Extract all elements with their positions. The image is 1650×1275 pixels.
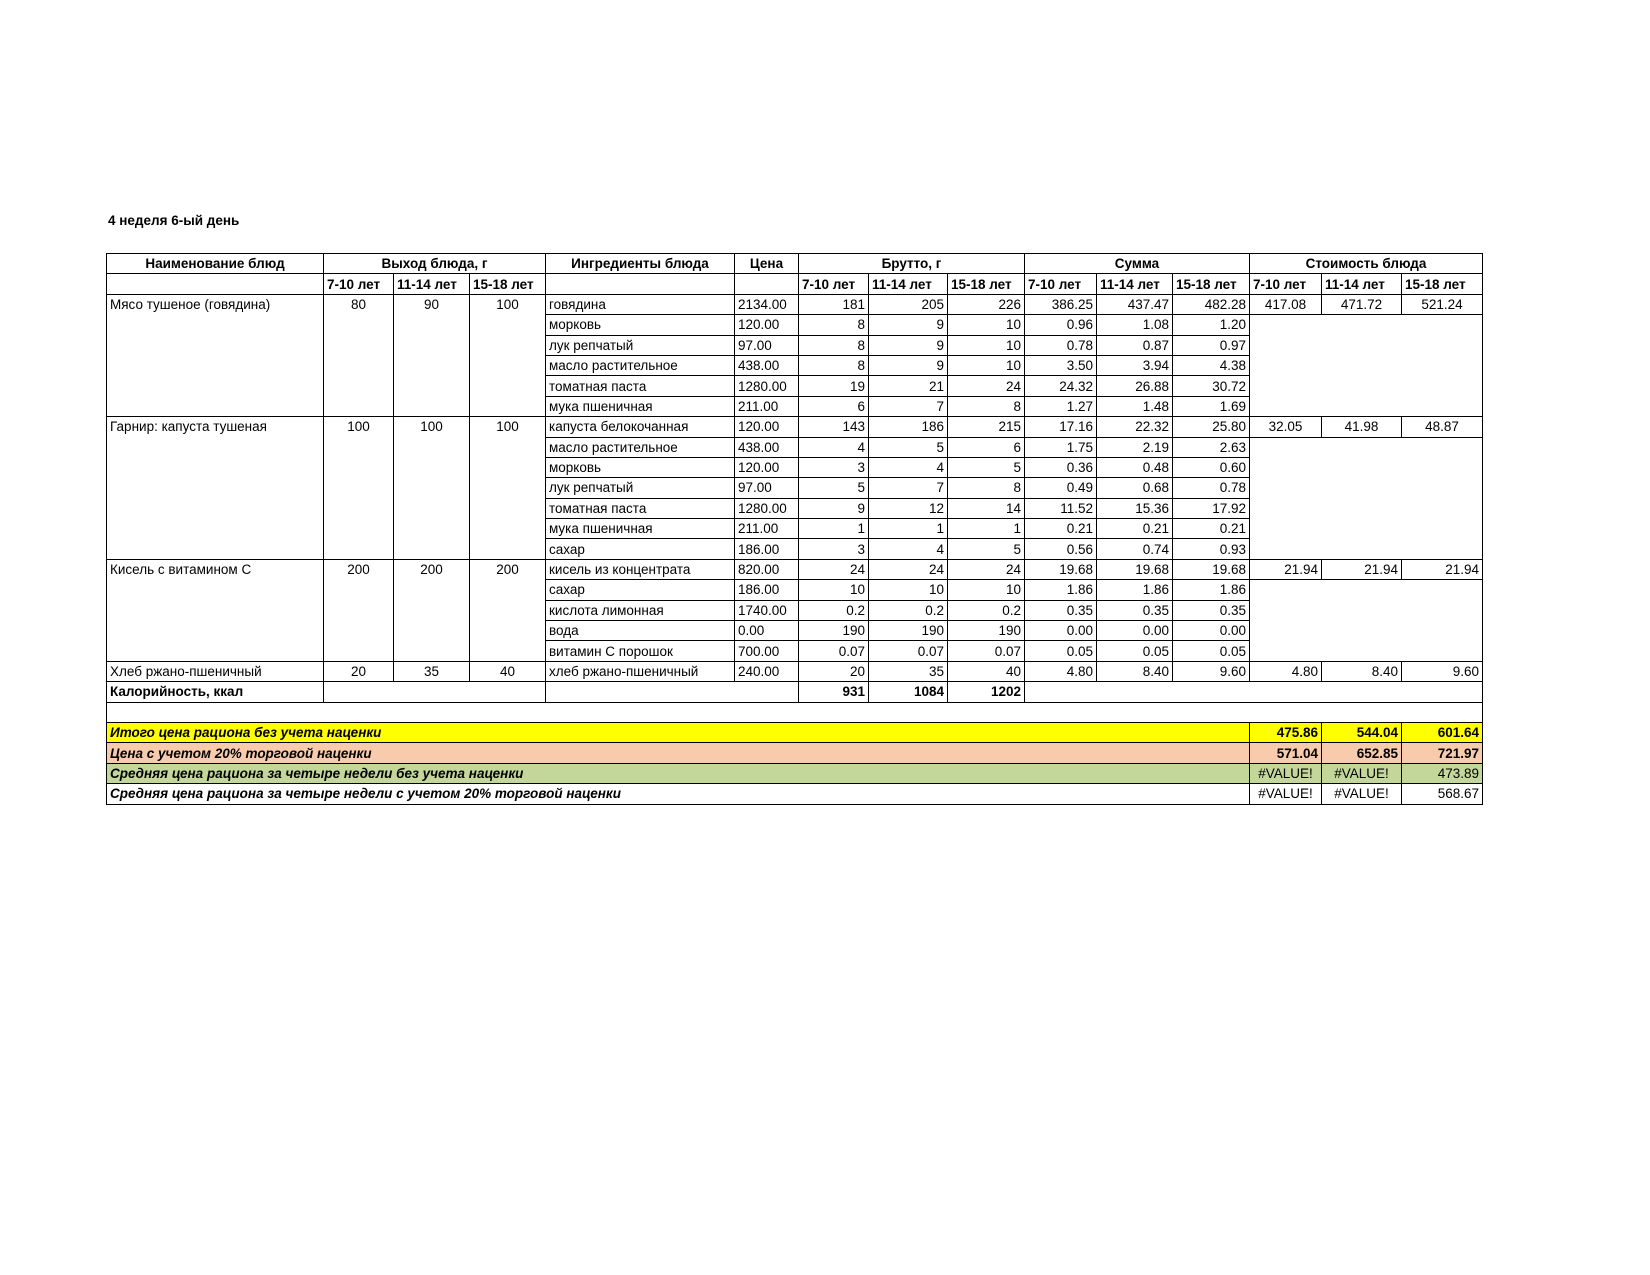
ingredient-sum: 0.35 (1097, 600, 1173, 620)
header-gross: Брутто, г (799, 254, 1025, 274)
summary-value: 568.67 (1402, 784, 1483, 804)
dish-yield: 100 (470, 417, 546, 560)
ingredient-gross: 0.2 (948, 600, 1025, 620)
ingredient-sum: 0.36 (1025, 457, 1097, 477)
dish-cost: 8.40 (1322, 661, 1402, 681)
ingredient-name: сахар (546, 539, 735, 559)
dish-cost: 4.80 (1250, 661, 1322, 681)
dish-yield: 200 (470, 559, 546, 661)
ingredient-price: 1280.00 (735, 376, 799, 396)
ingredient-gross: 24 (869, 559, 948, 579)
ingredient-sum: 17.92 (1173, 498, 1250, 518)
ingredient-gross: 181 (799, 294, 869, 314)
ingredient-gross: 5 (799, 478, 869, 498)
ingredient-price: 211.00 (735, 519, 799, 539)
ingredient-gross: 0.07 (869, 641, 948, 661)
ingredient-name: мука пшеничная (546, 519, 735, 539)
ingredient-sum: 15.36 (1097, 498, 1173, 518)
dish-yield: 200 (394, 559, 470, 661)
summary-body (107, 722, 1483, 804)
dish-cost-blank (1250, 580, 1483, 662)
header-dish: Наименование блюд (107, 254, 324, 274)
ingredient-price: 97.00 (735, 478, 799, 498)
dish-yield: 80 (324, 294, 394, 416)
table-row (107, 661, 1483, 681)
summary-value: #VALUE! (1250, 784, 1322, 804)
ingredient-sum: 2.19 (1097, 437, 1173, 457)
ingredient-name: масло растительное (546, 355, 735, 375)
summary-value: 571.04 (1250, 743, 1322, 763)
sheet-title: 4 неделя 6-ый день (108, 213, 240, 228)
age-header: 7-10 лет (1025, 274, 1097, 294)
header-blank (735, 274, 799, 294)
ingredient-price: 97.00 (735, 335, 799, 355)
header-price: Цена (735, 254, 799, 274)
ingredient-gross: 5 (869, 437, 948, 457)
ingredient-gross: 9 (869, 335, 948, 355)
ingredient-price: 0.00 (735, 621, 799, 641)
ingredient-gross: 12 (869, 498, 948, 518)
ingredient-gross: 6 (799, 396, 869, 416)
ingredient-price: 700.00 (735, 641, 799, 661)
ingredient-sum: 25.80 (1173, 417, 1250, 437)
ingredient-price: 2134.00 (735, 294, 799, 314)
ingredient-gross: 190 (799, 621, 869, 641)
dish-cost: 48.87 (1402, 417, 1483, 437)
dish-cost: 417.08 (1250, 294, 1322, 314)
ingredient-sum: 0.78 (1173, 478, 1250, 498)
ingredient-sum: 0.21 (1025, 519, 1097, 539)
summary-row (107, 784, 1483, 804)
ingredient-name: капуста белокочанная (546, 417, 735, 437)
ingredient-gross: 40 (948, 661, 1025, 681)
ingredient-gross: 0.07 (799, 641, 869, 661)
ingredient-price: 120.00 (735, 315, 799, 335)
header-blank (546, 274, 735, 294)
dish-name: Мясо тушеное (говядина) (107, 294, 324, 416)
ingredient-gross: 226 (948, 294, 1025, 314)
ingredient-gross: 6 (948, 437, 1025, 457)
summary-value: 601.64 (1402, 722, 1483, 742)
ingredient-gross: 19 (799, 376, 869, 396)
table-row (107, 294, 1483, 314)
ingredient-sum: 22.32 (1097, 417, 1173, 437)
calories-value: 931 (799, 682, 869, 702)
dish-name: Гарнир: капуста тушеная (107, 417, 324, 560)
summary-label: Средняя цена рациона за четыре недели с учетом 20% торговой наценки (107, 784, 1250, 804)
age-header: 15-18 лет (948, 274, 1025, 294)
ration-table (106, 253, 1483, 805)
ingredient-sum: 482.28 (1173, 294, 1250, 314)
header-yield: Выход блюда, г (324, 254, 546, 274)
ingredient-gross: 215 (948, 417, 1025, 437)
ingredient-sum: 30.72 (1173, 376, 1250, 396)
ingredient-gross: 10 (799, 580, 869, 600)
calories-blank (1025, 682, 1483, 702)
ingredient-name: томатная паста (546, 376, 735, 396)
ingredient-gross: 190 (948, 621, 1025, 641)
dish-yield: 100 (470, 294, 546, 416)
age-header: 11-14 лет (1097, 274, 1173, 294)
ingredient-sum: 1.20 (1173, 315, 1250, 335)
ingredient-gross: 0.2 (799, 600, 869, 620)
ingredient-name: кислота лимонная (546, 600, 735, 620)
ingredient-gross: 35 (869, 661, 948, 681)
summary-value: 652.85 (1322, 743, 1402, 763)
dish-yield: 35 (394, 661, 470, 681)
ingredient-gross: 5 (948, 457, 1025, 477)
ingredient-sum: 0.68 (1097, 478, 1173, 498)
ingredient-sum: 8.40 (1097, 661, 1173, 681)
ingredient-name: лук репчатый (546, 335, 735, 355)
ingredient-sum: 24.32 (1025, 376, 1097, 396)
ingredient-name: масло растительное (546, 437, 735, 457)
age-header: 11-14 лет (869, 274, 948, 294)
ingredient-sum: 0.00 (1173, 621, 1250, 641)
header-ingredients: Ингредиенты блюда (546, 254, 735, 274)
ingredient-gross: 3 (799, 457, 869, 477)
ingredient-sum: 0.93 (1173, 539, 1250, 559)
dish-cost: 41.98 (1322, 417, 1402, 437)
ingredient-name: лук репчатый (546, 478, 735, 498)
ingredient-sum: 4.80 (1025, 661, 1097, 681)
summary-row (107, 763, 1483, 783)
ingredient-price: 211.00 (735, 396, 799, 416)
ingredient-gross: 5 (948, 539, 1025, 559)
spacer-cell (107, 702, 1483, 722)
calories-blank (546, 682, 799, 702)
header-blank (107, 274, 324, 294)
ingredient-gross: 1 (799, 519, 869, 539)
dish-yield: 100 (394, 417, 470, 560)
ingredient-gross: 1 (869, 519, 948, 539)
ingredient-sum: 1.48 (1097, 396, 1173, 416)
header-row-2 (107, 274, 1483, 294)
dish-yield: 20 (324, 661, 394, 681)
dish-name: Хлеб ржано-пшеничный (107, 661, 324, 681)
ingredient-gross: 9 (869, 315, 948, 335)
ingredient-sum: 1.27 (1025, 396, 1097, 416)
ingredient-gross: 10 (948, 355, 1025, 375)
ingredient-name: хлеб ржано-пшеничный (546, 661, 735, 681)
ingredient-sum: 0.00 (1097, 621, 1173, 641)
ingredient-sum: 0.97 (1173, 335, 1250, 355)
ingredient-gross: 8 (948, 396, 1025, 416)
ingredient-price: 240.00 (735, 661, 799, 681)
ingredient-sum: 19.68 (1097, 559, 1173, 579)
ingredient-price: 438.00 (735, 437, 799, 457)
dish-cost-blank (1250, 315, 1483, 417)
summary-row (107, 743, 1483, 763)
ingredient-gross: 9 (799, 498, 869, 518)
ingredient-gross: 190 (869, 621, 948, 641)
ingredient-sum: 1.75 (1025, 437, 1097, 457)
dish-cost: 521.24 (1402, 294, 1483, 314)
ingredient-gross: 10 (869, 580, 948, 600)
ingredient-name: вода (546, 621, 735, 641)
ingredient-price: 120.00 (735, 457, 799, 477)
ingredient-sum: 3.50 (1025, 355, 1097, 375)
dish-cost: 21.94 (1250, 559, 1322, 579)
ingredient-gross: 24 (948, 376, 1025, 396)
ingredient-gross: 7 (869, 478, 948, 498)
ingredient-price: 1280.00 (735, 498, 799, 518)
summary-value: 721.97 (1402, 743, 1483, 763)
ingredient-gross: 1 (948, 519, 1025, 539)
ingredient-name: кисель из концентрата (546, 559, 735, 579)
table-footer (107, 682, 1483, 723)
ingredient-sum: 11.52 (1025, 498, 1097, 518)
summary-value: #VALUE! (1322, 784, 1402, 804)
dish-cost: 471.72 (1322, 294, 1402, 314)
ingredient-gross: 14 (948, 498, 1025, 518)
ingredient-sum: 0.60 (1173, 457, 1250, 477)
age-header: 7-10 лет (324, 274, 394, 294)
summary-label: Цена с учетом 20% торговой наценки (107, 743, 1250, 763)
header-row-1 (107, 254, 1483, 274)
summary-value: 475.86 (1250, 722, 1322, 742)
dish-cost-blank (1250, 437, 1483, 559)
dish-cost: 21.94 (1322, 559, 1402, 579)
ingredient-price: 120.00 (735, 417, 799, 437)
dish-cost: 21.94 (1402, 559, 1483, 579)
calories-blank (324, 682, 546, 702)
calories-value: 1084 (869, 682, 948, 702)
summary-label: Итого цена рациона без учета наценки (107, 722, 1250, 742)
calories-label: Калорийность, ккал (107, 682, 324, 702)
ingredient-sum: 1.69 (1173, 396, 1250, 416)
ingredient-sum: 0.21 (1173, 519, 1250, 539)
ingredient-sum: 2.63 (1173, 437, 1250, 457)
header-sum: Сумма (1025, 254, 1250, 274)
age-header: 7-10 лет (799, 274, 869, 294)
ingredient-sum: 0.00 (1025, 621, 1097, 641)
ingredient-sum: 386.25 (1025, 294, 1097, 314)
ingredient-gross: 21 (869, 376, 948, 396)
dish-cost: 9.60 (1402, 661, 1483, 681)
ingredient-name: витамин С порошок (546, 641, 735, 661)
ingredient-gross: 8 (799, 335, 869, 355)
age-header: 15-18 лет (1173, 274, 1250, 294)
ingredient-gross: 9 (869, 355, 948, 375)
ingredient-gross: 24 (948, 559, 1025, 579)
age-header: 11-14 лет (394, 274, 470, 294)
ingredient-name: морковь (546, 457, 735, 477)
summary-value: 544.04 (1322, 722, 1402, 742)
ingredient-sum: 9.60 (1173, 661, 1250, 681)
ingredient-price: 186.00 (735, 580, 799, 600)
ingredient-gross: 3 (799, 539, 869, 559)
ingredient-sum: 0.35 (1173, 600, 1250, 620)
ingredient-name: морковь (546, 315, 735, 335)
ingredient-gross: 20 (799, 661, 869, 681)
header-cost: Стоимость блюда (1250, 254, 1483, 274)
ingredient-price: 186.00 (735, 539, 799, 559)
ingredient-gross: 10 (948, 335, 1025, 355)
ingredient-sum: 19.68 (1173, 559, 1250, 579)
ingredient-gross: 4 (799, 437, 869, 457)
ingredient-gross: 8 (799, 355, 869, 375)
summary-value: 473.89 (1402, 763, 1483, 783)
ingredient-sum: 0.96 (1025, 315, 1097, 335)
ingredient-price: 820.00 (735, 559, 799, 579)
age-header: 7-10 лет (1250, 274, 1322, 294)
age-header: 15-18 лет (1402, 274, 1483, 294)
ingredient-name: говядина (546, 294, 735, 314)
ingredient-sum: 0.05 (1025, 641, 1097, 661)
ingredient-sum: 437.47 (1097, 294, 1173, 314)
ingredient-gross: 0.2 (869, 600, 948, 620)
ingredient-sum: 0.05 (1173, 641, 1250, 661)
ingredient-gross: 8 (948, 478, 1025, 498)
summary-label: Средняя цена рациона за четыре недели без учета наценки (107, 763, 1250, 783)
age-header: 11-14 лет (1322, 274, 1402, 294)
ingredient-sum: 17.16 (1025, 417, 1097, 437)
ingredient-sum: 4.38 (1173, 355, 1250, 375)
ingredient-gross: 4 (869, 457, 948, 477)
ingredient-name: мука пшеничная (546, 396, 735, 416)
ingredient-sum: 1.86 (1025, 580, 1097, 600)
ingredient-sum: 0.48 (1097, 457, 1173, 477)
ingredient-sum: 0.87 (1097, 335, 1173, 355)
table-row (107, 417, 1483, 437)
ingredient-gross: 7 (869, 396, 948, 416)
ingredient-gross: 8 (799, 315, 869, 335)
ingredient-gross: 186 (869, 417, 948, 437)
ingredient-sum: 26.88 (1097, 376, 1173, 396)
age-header: 15-18 лет (470, 274, 546, 294)
ingredient-sum: 0.49 (1025, 478, 1097, 498)
ingredient-price: 1740.00 (735, 600, 799, 620)
ingredient-sum: 0.35 (1025, 600, 1097, 620)
ingredient-name: томатная паста (546, 498, 735, 518)
ingredient-price: 438.00 (735, 355, 799, 375)
table-row (107, 559, 1483, 579)
ingredient-sum: 1.08 (1097, 315, 1173, 335)
ingredient-sum: 0.74 (1097, 539, 1173, 559)
spacer-row (107, 702, 1483, 722)
summary-value: #VALUE! (1250, 763, 1322, 783)
ingredient-sum: 0.78 (1025, 335, 1097, 355)
ingredient-gross: 24 (799, 559, 869, 579)
ingredient-gross: 10 (948, 315, 1025, 335)
ingredient-gross: 4 (869, 539, 948, 559)
summary-value: #VALUE! (1322, 763, 1402, 783)
ingredient-name: сахар (546, 580, 735, 600)
dish-yield: 100 (324, 417, 394, 560)
calories-value: 1202 (948, 682, 1025, 702)
dish-yield: 40 (470, 661, 546, 681)
table-body (107, 294, 1483, 681)
ingredient-gross: 205 (869, 294, 948, 314)
ingredient-sum: 0.21 (1097, 519, 1173, 539)
dish-cost: 32.05 (1250, 417, 1322, 437)
ingredient-sum: 1.86 (1097, 580, 1173, 600)
ingredient-gross: 10 (948, 580, 1025, 600)
ingredient-sum: 1.86 (1173, 580, 1250, 600)
ingredient-sum: 19.68 (1025, 559, 1097, 579)
summary-row (107, 722, 1483, 742)
ingredient-sum: 3.94 (1097, 355, 1173, 375)
calories-row (107, 682, 1483, 702)
dish-name: Кисель с витамином С (107, 559, 324, 661)
ingredient-gross: 143 (799, 417, 869, 437)
ingredient-gross: 0.07 (948, 641, 1025, 661)
ingredient-sum: 0.05 (1097, 641, 1173, 661)
dish-yield: 200 (324, 559, 394, 661)
ingredient-sum: 0.56 (1025, 539, 1097, 559)
dish-yield: 90 (394, 294, 470, 416)
